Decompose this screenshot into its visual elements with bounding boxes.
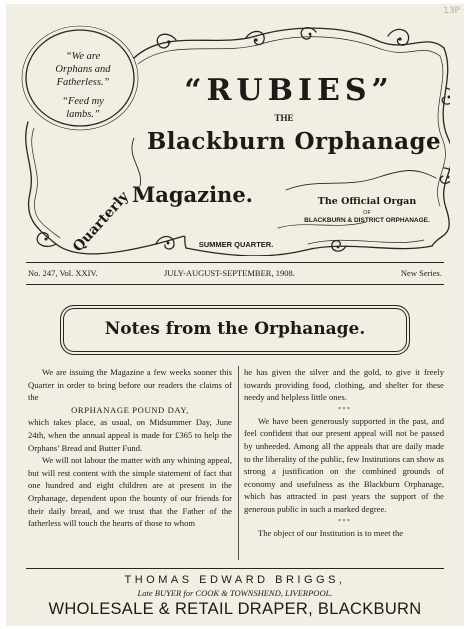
motto-scripture xyxy=(44,50,122,121)
magazine-title: “RUBIES” xyxy=(184,73,394,108)
advertiser-trade: WHOLESALE & RETAIL DRAPER, BLACKBURN xyxy=(48,600,422,618)
paragraph: We have been generously supported in the past, and feel confident that our present appeal will not be passed by unheeded. Among all the appeals that are daily made to the liberality of the public, few Institutions can show as strong a justification on the combined grounds of economy and usefulness as the Blackburn Orphanage, which has attracted in past years the support of the generous public in such a marked degree. xyxy=(244,415,444,514)
section-heading-box xyxy=(60,305,410,355)
paragraph: We will not labour the matter with any whining appeal, but will rest content with the simple statement of fact that one hundred and eight children are at present in the Orphanage, dependent upon the bounty of our friends for their daily bread, and we trust that the Father of the fatherless will touch the hearts of those to whom xyxy=(28,455,232,529)
section-heading: Notes from the Orphanage. xyxy=(104,319,366,339)
event-name: ORPHANAGE POUND DAY, xyxy=(71,404,189,415)
season-label: SUMMER QUARTER. xyxy=(198,240,274,249)
motto-line: Fatherless.” xyxy=(56,77,110,88)
quarterly-label: Quarterly xyxy=(69,188,133,256)
official-organ-label xyxy=(292,196,442,224)
section-break: * * * xyxy=(338,518,350,525)
section-break: * * * xyxy=(338,406,350,413)
advertiser-credentials: Late BUYER for COOK & TOWNSHEND, LIVERPOOL. xyxy=(137,588,333,598)
divider-rule xyxy=(26,568,444,569)
paragraph: which takes place, as usual, on Midsummer Day, June 24th, when the annual appeal is made for £365 to help the Orphans’ Bread and Butter Fund. xyxy=(28,417,232,453)
issue-date: JULY-AUGUST-SEPTEMBER, 1908. xyxy=(164,268,295,278)
magazine-word: Magazine. xyxy=(132,182,253,207)
article-column-right xyxy=(244,366,444,562)
issue-line xyxy=(28,268,442,280)
column-divider xyxy=(238,366,239,560)
organ-line: BLACKBURN & DISTRICT ORPHANAGE. xyxy=(304,217,430,224)
masthead xyxy=(16,18,450,256)
magazine-page xyxy=(6,4,464,626)
motto-line: “We are xyxy=(65,51,101,62)
motto-line: lambs.” xyxy=(66,109,100,120)
advertisement xyxy=(20,574,450,619)
paragraph: he has given the silver and the gold, to give it freely towards providing food, clothing, and shelter for these needy and helpless little ones. xyxy=(244,367,444,403)
paragraph: We are issuing the Magazine a few weeks sooner this Quarter in order to bring before our readers the claims of the xyxy=(28,367,232,403)
magazine-subtitle: Blackburn Orphanage xyxy=(146,128,442,155)
organ-line: OF xyxy=(363,210,371,216)
divider-rule xyxy=(26,262,444,263)
advertiser-name: THOMAS EDWARD BRIGGS, xyxy=(124,574,346,586)
organ-line: The Official Organ xyxy=(317,196,417,207)
divider-rule xyxy=(26,284,444,285)
article-column-left xyxy=(28,366,232,562)
title-article: THE xyxy=(274,113,294,123)
issue-series: New Series. xyxy=(400,268,442,278)
archive-pencil-note: 13P xyxy=(443,6,460,16)
paragraph: The object of our Institution is to meet the xyxy=(258,527,404,538)
motto-line: “Feed my xyxy=(62,96,104,107)
issue-number: No. 247, Vol. XXIV. xyxy=(28,268,98,278)
motto-line: Orphans and xyxy=(55,64,111,75)
